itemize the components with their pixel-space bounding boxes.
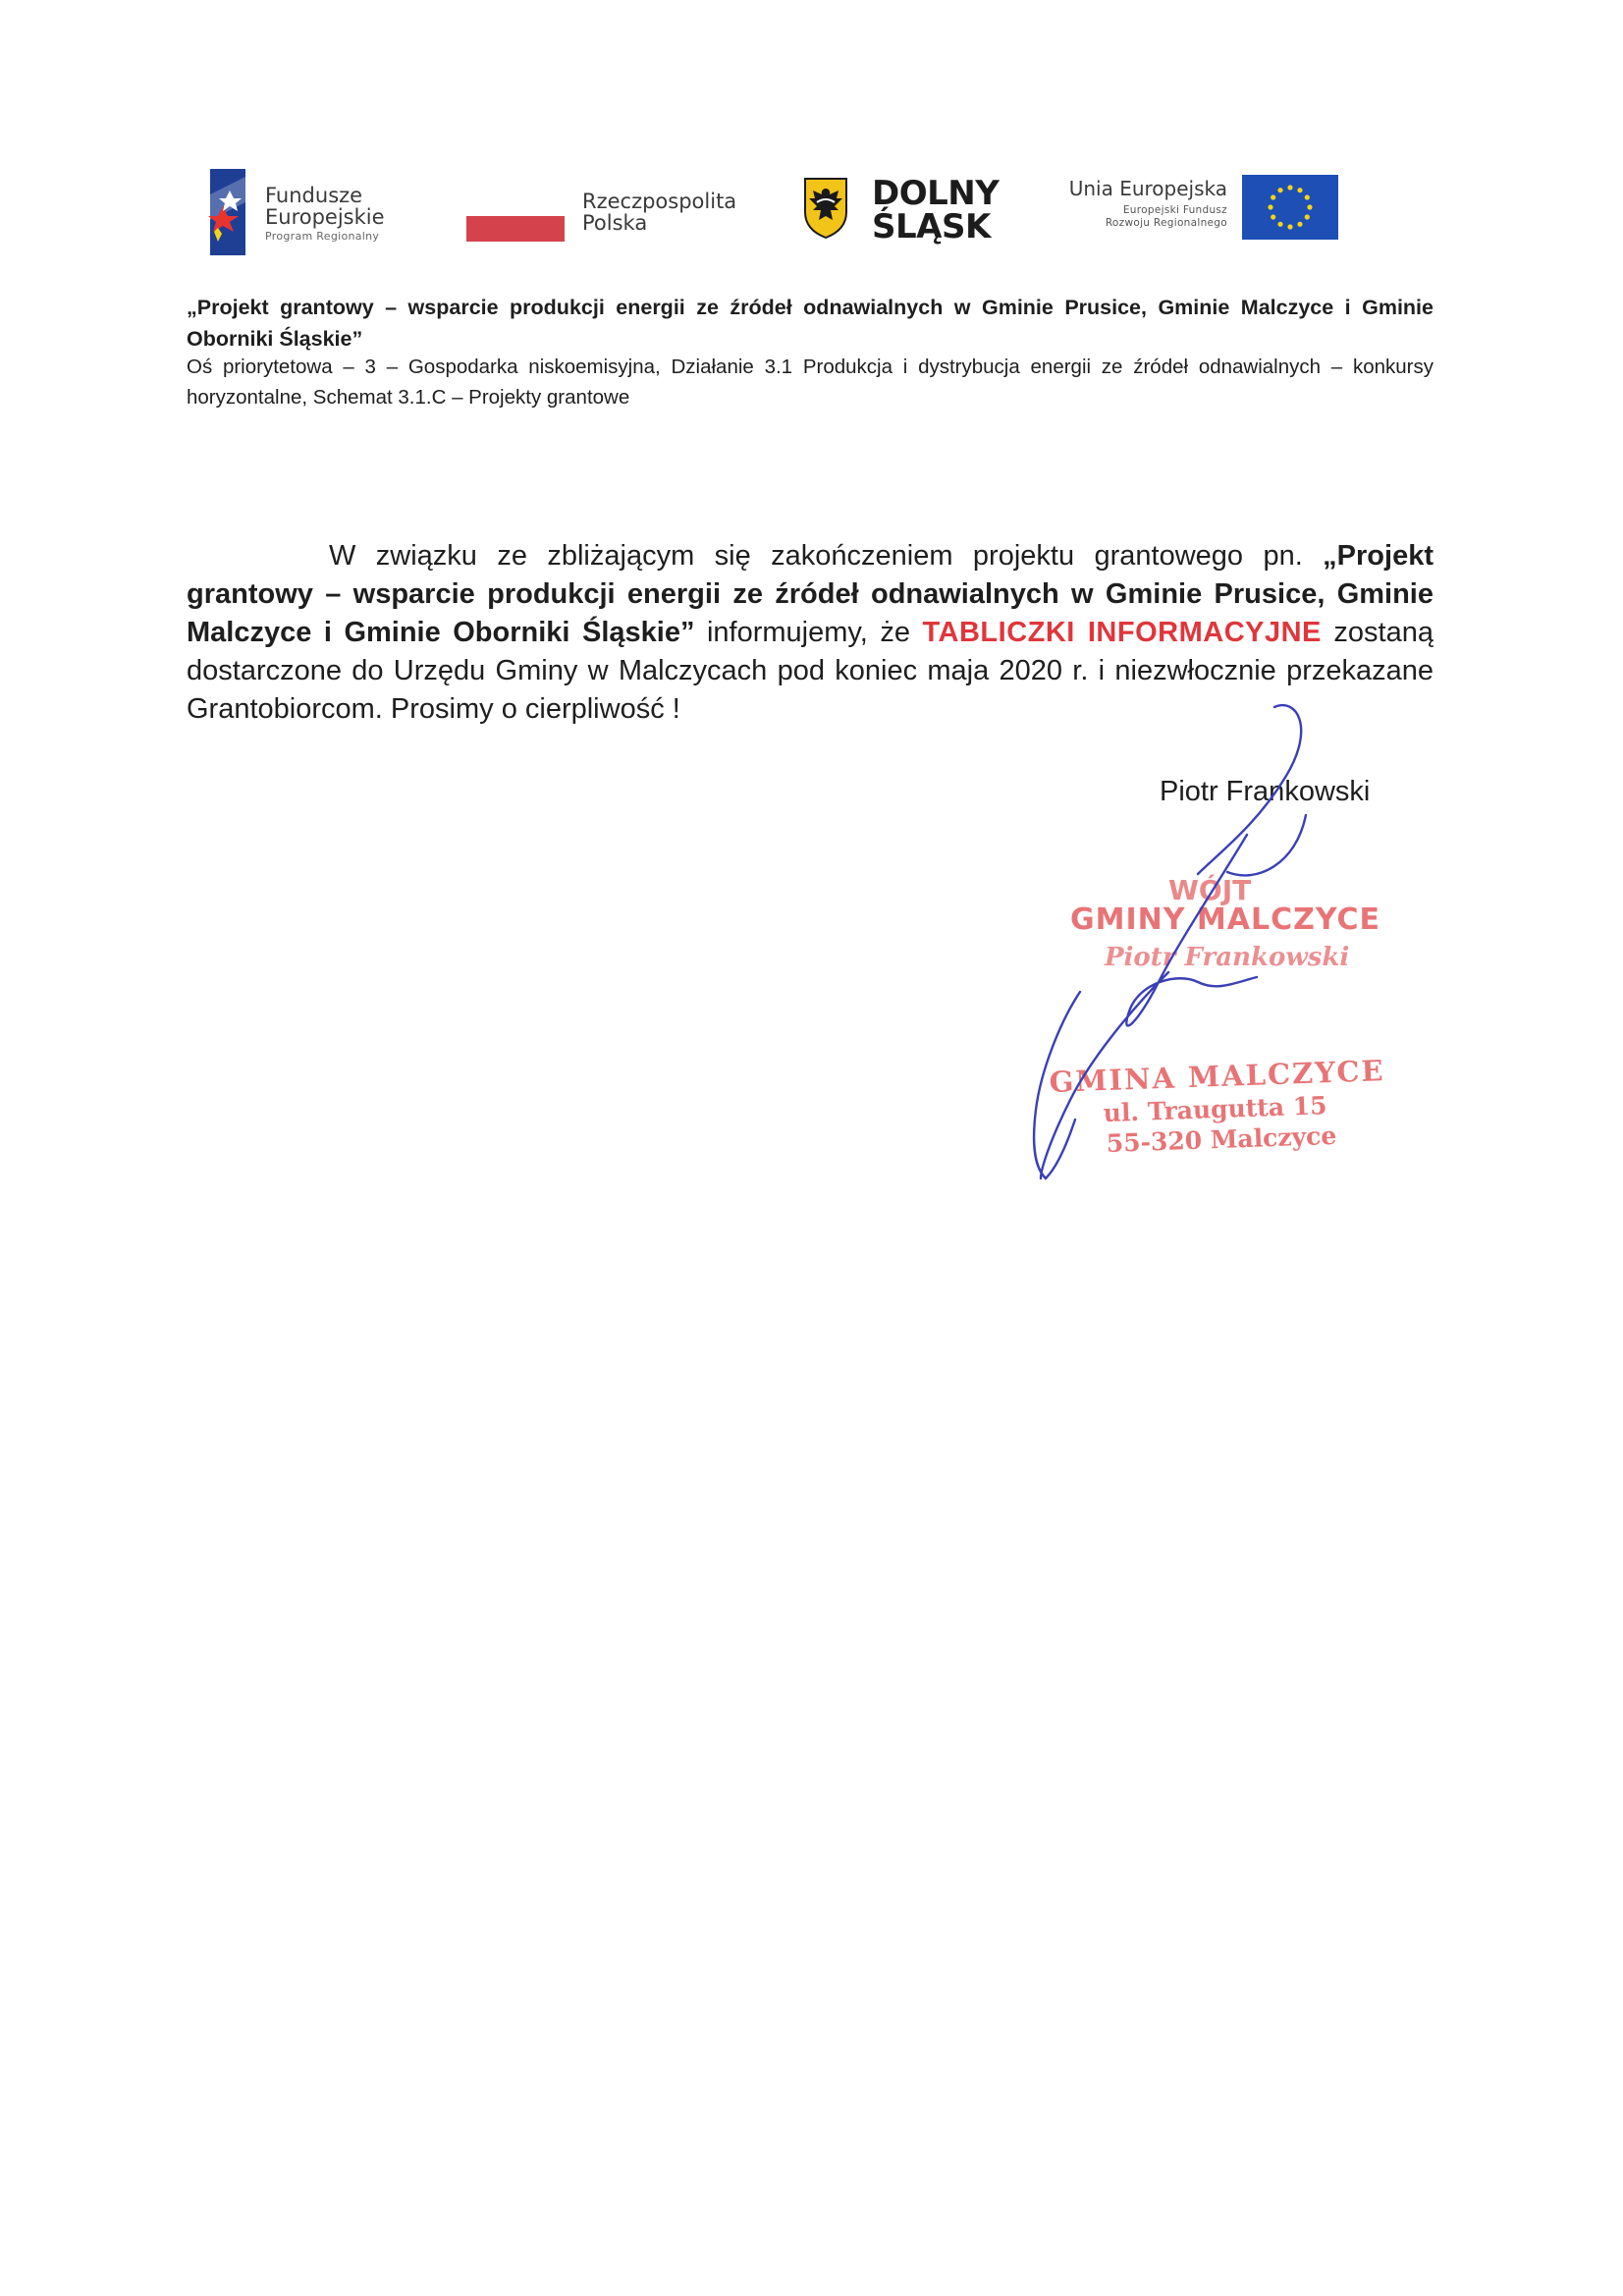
dolny-slask-line1: DOLNY: [872, 174, 1000, 213]
title-stamp-line3: Piotr Frankowski: [1105, 943, 1350, 972]
eu-star-icon: [1287, 185, 1292, 190]
fundusze-subtitle: Program Regionalny: [265, 230, 380, 244]
address-stamp-line1: GMINA MALCZYCE: [1049, 1054, 1386, 1099]
poland-flag-icon: [466, 216, 565, 242]
rzeczpospolita-line2: Polska: [582, 211, 648, 236]
address-stamp-line2: ul. Traugutta 15: [1103, 1091, 1327, 1128]
title-stamp-line2: GMINY MALCZYCE: [1070, 902, 1381, 937]
body-part3: zostaną dostarczone do Urzędu Gminy w Malczycach pod koniec maja 2020 r. i niezwłocznie przekazane Grantobiorcom. Prosimy o cierpliwość !: [187, 617, 1434, 725]
eu-star-icon: [1271, 194, 1275, 199]
signatory-name: Piotr Frankowski: [1160, 776, 1371, 807]
eu-star-icon: [1307, 204, 1312, 209]
logo-strip: [196, 165, 1345, 263]
eu-star-icon: [1297, 188, 1302, 192]
eu-star-icon: [1287, 224, 1292, 229]
eu-flag-icon: [1242, 175, 1338, 240]
project-title: „Projekt grantowy – wsparcie produkcji energii ze źródeł odnawialnych w Gminie Prusice, Gminie Malczyce i Gminie Oborniki Śląskie”: [187, 296, 1434, 352]
body-highlight: TABLICZKI INFORMACYJNE: [922, 617, 1322, 648]
fundusze-title-line1: Fundusze: [265, 184, 363, 207]
eu-star-icon: [1271, 214, 1275, 219]
rzeczpospolita-line1: Rzeczpospolita: [582, 190, 737, 213]
body-project-title: „Projekt grantowy – wsparcie produkcji energii ze źródeł odnawialnych w Gminie Prusice, Gminie Malczyce i Gminie Oborniki Śląskie”: [187, 540, 1434, 648]
eu-star-icon: [1277, 222, 1282, 227]
body-part2: informujemy, że: [694, 617, 923, 648]
unia-subtitle-line1: Europejski Fundusz: [1122, 204, 1227, 216]
eu-star-icon: [1268, 204, 1272, 209]
eu-star-icon: [1305, 194, 1310, 199]
body-part1: W związku ze zbliżającym się zakończeniem projektu grantowego pn.: [329, 540, 1324, 572]
dolny-slask-line2: ŚLĄSK: [872, 207, 991, 246]
unia-subtitle-line2: Rozwoju Regionalnego: [1105, 217, 1227, 230]
eu-star-icon: [1305, 214, 1310, 219]
unia-title: Unia Europejska: [1068, 177, 1227, 200]
handwritten-signature: [1021, 687, 1316, 1198]
eu-star-icon: [1297, 222, 1302, 227]
eu-star-icon: [1277, 188, 1282, 192]
title-stamp-line1: WÓJT: [1168, 874, 1252, 906]
address-stamp-line3: 55-320 Malczyce: [1106, 1121, 1337, 1158]
project-axis-description: Oś priorytetowa – 3 – Gospodarka niskoemisyjna, Działanie 3.1 Produkcja i dystrybucja energii ze źródeł odnawialnych – konkursy horyzontalne, Schemat 3.1.C – Projekty grantowe: [187, 355, 1434, 409]
eagle-shield-icon: [803, 177, 848, 240]
fundusze-title-line2: Europejskie: [265, 205, 385, 230]
fundusze-star-icon: [204, 169, 251, 255]
